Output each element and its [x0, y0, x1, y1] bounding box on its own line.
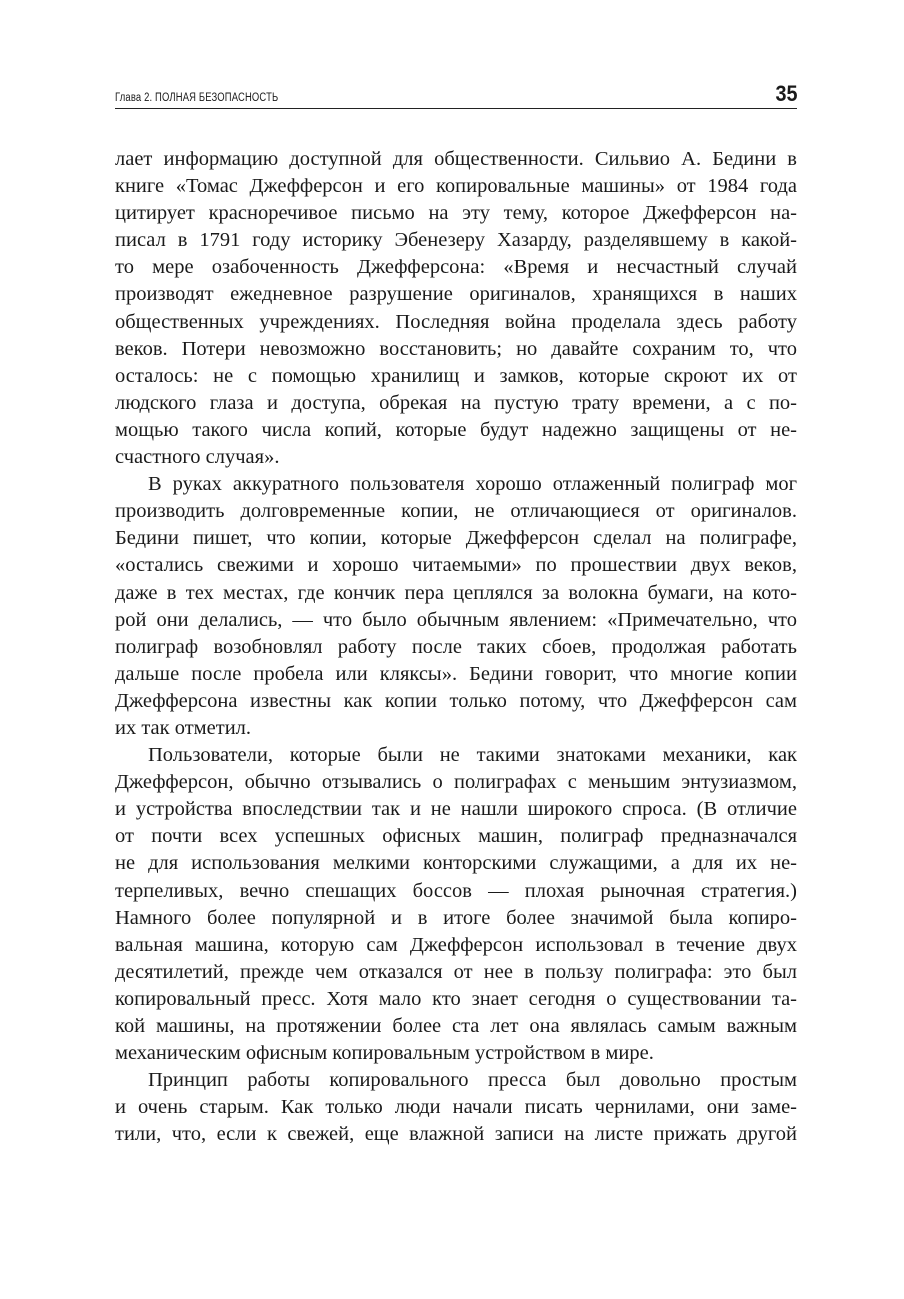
text-line: не для использования мелкими конторскими служащими, а для их не- [115, 852, 797, 875]
text-line: Бедини пишет, что копии, которые Джефферсон сделал на полиграфе, [115, 527, 797, 550]
text-line: «остались свежими и хорошо читаемыми» по прошествии двух веков, [115, 554, 797, 577]
text-line: производить долговременные копии, не отличающиеся от оригиналов. [115, 500, 797, 523]
text-line: Принцип работы копировального пресса был довольно простым [148, 1069, 797, 1092]
chapter-title: Глава 2. ПОЛНАЯ БЕЗОПАСНОСТЬ [115, 92, 279, 104]
text-line: Джефферсона известны как копии только потому, что Джефферсон сам [115, 689, 797, 712]
text-line: книге «Томас Джефферсон и его копировальные машины» от 1984 года [115, 175, 797, 198]
text-line: Намного более популярной и в итоге более значимой была копиро- [115, 906, 797, 929]
text-line: Пользователи, которые были не такими знатоками механики, как [148, 744, 797, 767]
text-line: В руках аккуратного пользователя хорошо отлаженный полиграф мог [148, 473, 797, 496]
text-line: полиграф возобновлял работу после таких сбоев, продолжая работать [115, 635, 797, 658]
text-line: рой они делались, — что было обычным явлением: «Примечательно, что [115, 608, 797, 631]
text-line: от почти всех успешных офисных машин, полиграф предназначался [115, 825, 797, 848]
paragraph [115, 471, 797, 742]
text-line: Джефферсон, обычно отзывались о полиграфах с меньшим энтузиазмом, [115, 771, 797, 794]
paragraph [115, 742, 797, 1067]
text-line: десятилетий, прежде чем отказался от нее в пользу полиграфа: это был [115, 960, 797, 983]
text-line: людского глаза и доступа, обрекая на пустую трату времени, а с по- [115, 391, 797, 414]
text-line: даже в тех местах, где кончик пера цеплялся за волокна бумаги, на кото- [115, 581, 797, 604]
text-line: веков. Потери невозможно восстановить; но давайте сохраним то, что [115, 337, 797, 360]
text-line: то мере озабоченность Джефферсона: «Время и несчастный случай [115, 256, 797, 279]
page-body-text [115, 146, 797, 1148]
running-header [115, 81, 797, 109]
text-line: осталось: не с помощью хранилищ и замков, которые скроют их от [115, 364, 797, 387]
page-number: 35 [774, 81, 797, 106]
text-line: писал в 1791 году историку Эбенезеру Хазарду, разделявшему в какой- [115, 229, 797, 252]
text-line: счастного случая». [115, 446, 280, 469]
text-line: производят ежедневное разрушение оригиналов, хранящихся в наших [115, 283, 797, 306]
text-line: терпеливых, вечно спешащих боссов — плохая рыночная стратегия.) [115, 879, 797, 902]
text-line: мощью такого числа копий, которые будут надежно защищены от не- [115, 418, 797, 441]
paragraph [115, 146, 797, 471]
text-line: копировальный пресс. Хотя мало кто знает сегодня о существовании та- [115, 987, 797, 1010]
text-line: механическим офисным копировальным устройством в мире. [115, 1042, 654, 1065]
text-line: и устройства впоследствии так и не нашли широкого спроса. (В отличие [115, 798, 797, 821]
text-line: кой машины, на протяжении более ста лет она являлась самым важным [115, 1015, 797, 1037]
paragraph [115, 1067, 797, 1148]
text-line: их так отметил. [115, 716, 252, 739]
text-line: дальше после пробела или кляксы». Бедини говорит, что многие копии [115, 662, 797, 685]
text-line: общественных учреждениях. Последняя война проделала здесь работу [115, 310, 797, 333]
text-line: вальная машина, которую сам Джефферсон использовал в течение двух [115, 933, 797, 956]
text-line: цитирует красноречивое письмо на эту тему, которое Джефферсон на- [115, 202, 797, 225]
text-line: тили, что, если к свежей, еще влажной записи на листе прижать другой [115, 1123, 797, 1146]
text-line: лает информацию доступной для общественности. Сильвио А. Бедини в [115, 148, 797, 170]
text-line: и очень старым. Как только люди начали писать чернилами, они заме- [115, 1096, 797, 1119]
